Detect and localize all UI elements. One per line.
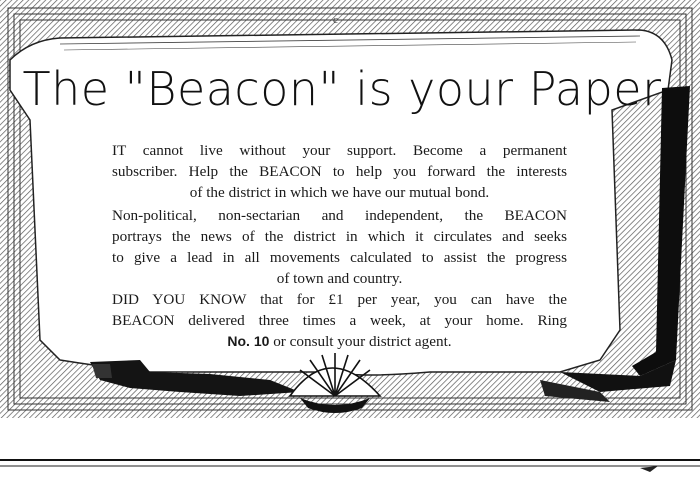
paragraph-subscription: [112, 289, 567, 352]
paragraph-line: of the district in which we have our mutual bond.: [189, 184, 490, 201]
paragraph-line: IT cannot live without your support. Become a permanent: [112, 142, 567, 159]
phone-number: No. 10: [227, 333, 270, 349]
paragraph-mission: [112, 205, 567, 289]
paragraph-line: subscriber. Help the BEACON to help you forward the interests: [112, 163, 567, 180]
paragraph-line: [112, 331, 567, 352]
paragraph-line: of town and country.: [276, 270, 403, 287]
headline: The "Beacon" is your Paper: [22, 62, 662, 116]
paragraph-line: portrays the news of the district in which it circulates and seeks: [112, 228, 567, 245]
paragraph-line: Non-political, non-sectarian and independent, the BEACON: [112, 207, 567, 224]
paragraph-line: BEACON delivered three times a week, at your home. Ring: [112, 312, 567, 329]
corner-mark: c: [333, 14, 338, 26]
paragraph-support: [112, 140, 567, 203]
paragraph-line: to give a lead in all movements calculated to assist the progress: [112, 249, 567, 266]
paragraph-line-rest: or consult your district agent.: [269, 333, 452, 350]
paragraph-line: DID YOU KNOW that for £1 per year, you can have the: [112, 291, 567, 308]
